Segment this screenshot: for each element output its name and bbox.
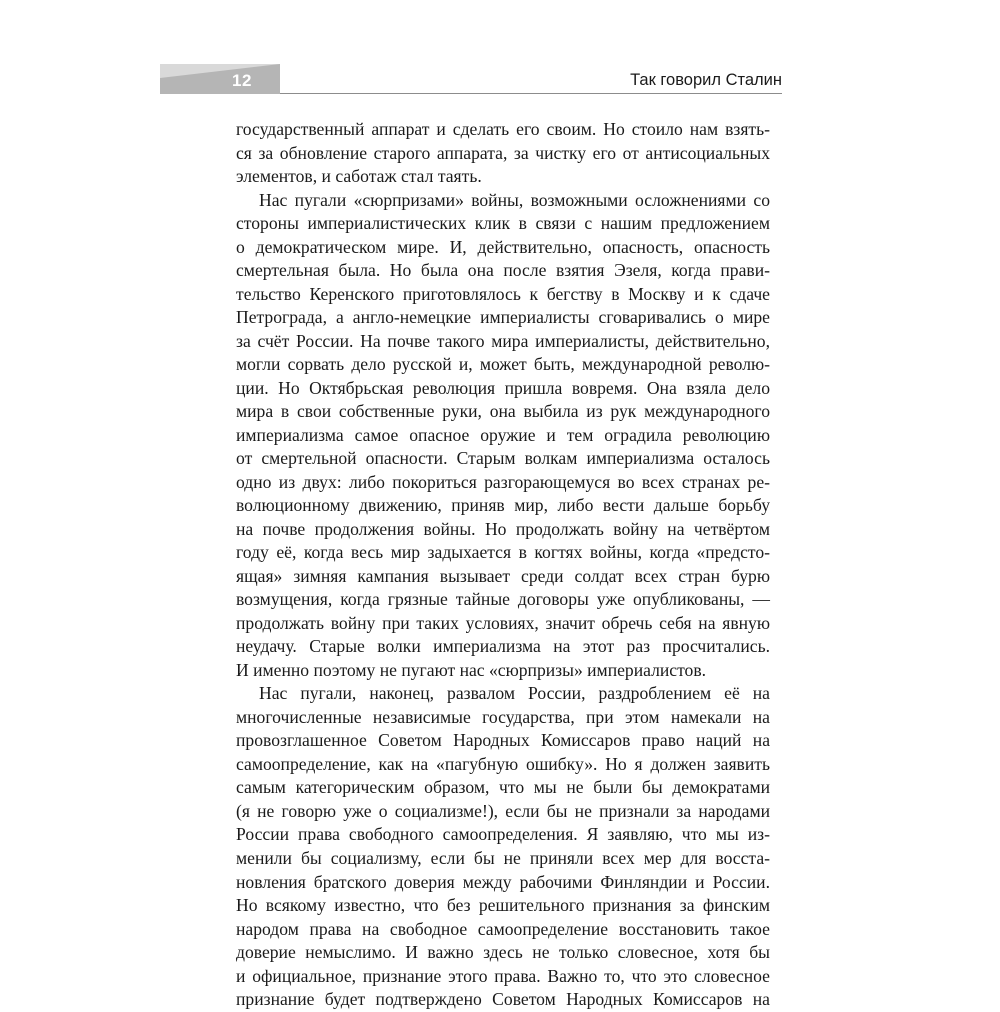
text-line: возмущения, когда грязные тайные договоры уже опубликованы, — [236,589,770,610]
text-line: России права свободного самоопределения. Я заявляю, что мы из- [236,824,770,845]
text-line: многочисленные независимые государства, при этом намекали на [236,706,770,727]
text-line: от смертельной опасности. Старым волкам империализма осталось [236,448,770,469]
text-line: менили бы социализму, если бы не приняли всех мер для восста- [236,847,770,868]
text-line: признание будет подтверждено Советом Народных Комиссаров на [236,989,770,1010]
text-line: Петрограда, а англо-немецкие империалисты сговаривались о мире [236,307,770,328]
text-line: смертельная была. Но была она после взятия Эзеля, когда прави- [236,260,770,281]
text-line: ящая» зимняя кампания вызывает среди солдат всех стран бурю [236,565,770,586]
text-line: империализма самое опасное оружие и тем оградила революцию [236,424,770,445]
text-line: самоопределение, как на «пагубную ошибку». Но я должен заявить [236,753,770,774]
text-line: могли сорвать дело русской и, может быть, международной револю- [236,354,770,375]
text-line: доверие немыслимо. И важно здесь не только словесное, хотя бы [236,942,770,963]
body-text [236,118,770,1012]
text-line: самым категорическим образом, что мы не были бы демократами [236,777,770,798]
page-number-tab-fold [160,64,280,78]
text-line: И именно поэтому не пугают нас «сюрпризы» империалистов. [236,659,707,680]
text-line: году её, когда весь мир задыхается в когтях войны, когда «предсто- [236,542,770,563]
text-line: и официальное, признание этого права. Важно то, что это словесное [236,965,770,986]
text-line: на почве продолжения войны. Но продолжать войну на четвёртом [236,518,770,539]
text-line: тельство Керенского приготовлялось к бегству в Москву и к сдаче [236,283,770,304]
text-line: волюционному движению, приняв мир, либо вести дальше борьбу [236,495,770,516]
text-line: ции. Но Октябрьская революция пришла вовремя. Она взяла дело [236,377,770,398]
text-line: Нас пугали, наконец, развалом России, раздроблением её на [259,683,770,704]
text-line: Нас пугали «сюрпризами» войны, возможными осложнениями со [259,189,770,210]
text-line: продолжать войну при таких условиях, значит обречь себя на явную [236,612,770,633]
text-line: Но всякому известно, что без решительного признания за финским [236,895,770,916]
text-line: ся за обновление старого аппарата, за чистку его от антисоциальных [236,142,770,163]
text-line: мира в свои собственные руки, она выбила из рук международного [236,401,770,422]
text-line: государственный аппарат и сделать его своим. Но стоило нам взять- [236,119,770,139]
text-line: новления братского доверия между рабочими Финляндии и России. [236,871,770,892]
text-line: неудачу. Старые волки империализма на этот раз просчитались. [236,636,770,657]
text-line: одно из двух: либо покориться разгорающемуся во всех странах ре- [236,471,770,492]
running-title: Так говорил Сталин [630,71,782,89]
page-number: 12 [232,71,252,90]
text-line: (я не говорю уже о социализме!), если бы не признали за народами [236,800,770,821]
text-line: элементов, и саботаж стал таять. [236,166,482,187]
text-line: стороны империалистических клик в связи с нашим предложением [236,213,770,234]
text-line: за счёт России. На почве такого мира империалисты, действительно, [236,330,770,351]
text-line: народом права на свободное самоопределение восстановить такое [236,918,770,939]
text-line: о демократическом мире. И, действительно, опасность, опасность [236,236,770,257]
page-header [160,64,782,100]
text-line: провозглашенное Советом Народных Комиссаров право наций на [236,730,770,751]
header-rule [280,93,782,94]
